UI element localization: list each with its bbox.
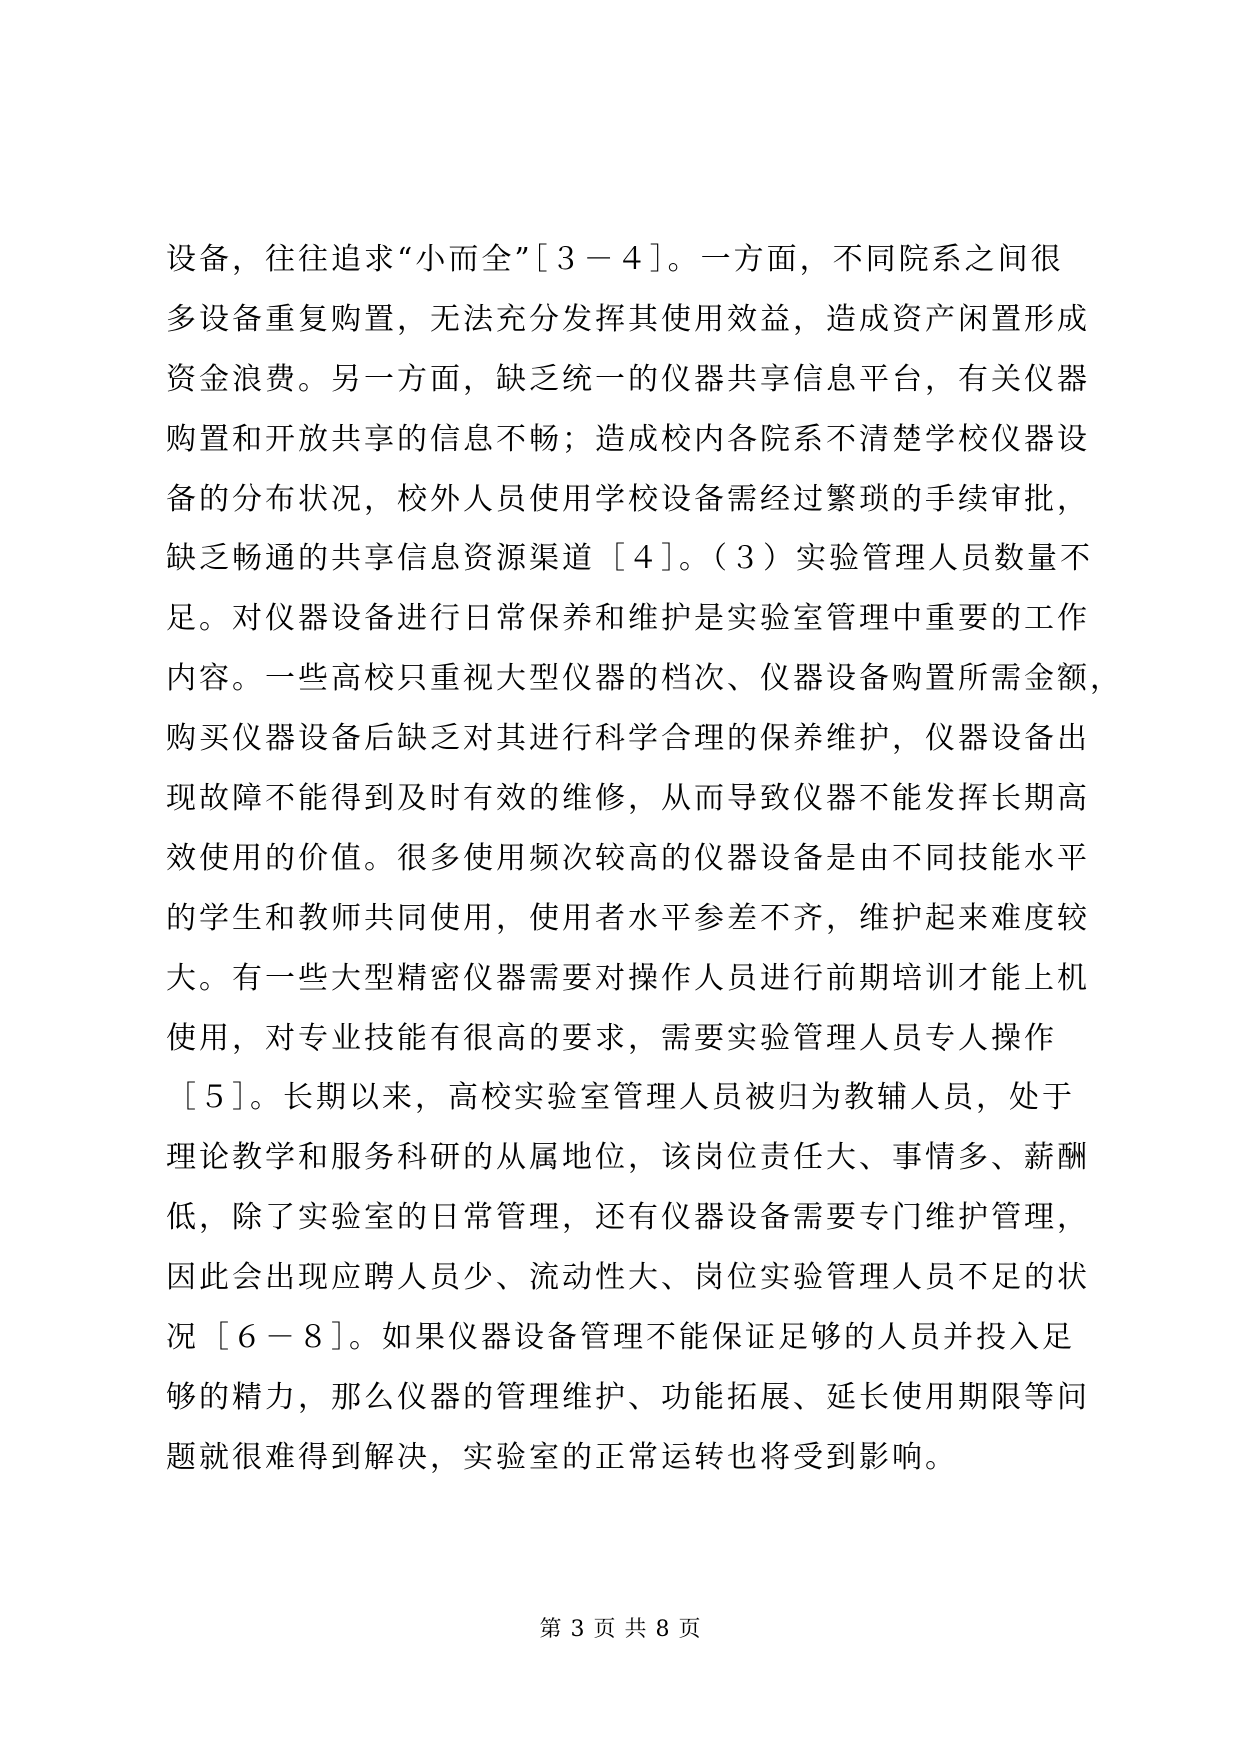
text-line: 题就很难得到解决，实验室的正常运转也将受到影响。 [166,1439,958,1475]
text-line: 资金浪费。另一方面，缺乏统一的仪器共享信息平台，有关仪器 [166,361,1090,397]
text-line: 购置和开放共享的信息不畅；造成校内各院系不清楚学校仪器设 [166,421,1090,457]
text-line: 现故障不能得到及时有效的维修，从而导致仪器不能发挥长期高 [166,781,1090,817]
text-line: 设备，往往追求“小而全”［３－４］。一方面，不同院系之间很 [166,242,1064,277]
text-line: 内容。一些高校只重视大型仪器的档次、仪器设备购置所需金额， [166,661,1123,697]
text-line: 缺乏畅通的共享信息资源渠道［４］。（３）实验管理人员数量不 [166,541,1093,577]
text-line: 效使用的价值。很多使用频次较高的仪器设备是由不同技能水平 [166,840,1090,876]
text-line: 备的分布状况，校外人员使用学校设备需经过繁琐的手续审批， [166,481,1090,517]
text-line: 足。对仪器设备进行日常保养和维护是实验室管理中重要的工作 [166,601,1090,637]
body-paragraph [166,230,1123,1488]
text-line: 大。有一些大型精密仪器需要对操作人员进行前期培训才能上机 [166,960,1090,996]
text-line: 因此会出现应聘人员少、流动性大、岗位实验管理人员不足的状 [166,1260,1090,1296]
text-line: 购买仪器设备后缺乏对其进行科学合理的保养维护，仪器设备出 [166,721,1090,757]
text-line: 使用，对专业技能有很高的要求，需要实验管理人员专人操作 [166,1020,1057,1056]
text-line: 的学生和教师共同使用，使用者水平参差不齐，维护起来难度较 [166,900,1090,936]
text-line: 够的精力，那么仪器的管理维护、功能拓展、延长使用期限等问 [166,1379,1090,1415]
text-line: 多设备重复购置，无法充分发挥其使用效益，造成资产闲置形成 [166,301,1090,337]
text-line: 低，除了实验室的日常管理，还有仪器设备需要专门维护管理， [166,1200,1090,1236]
text-line: 理论教学和服务科研的从属地位，该岗位责任大、事情多、薪酬 [166,1140,1090,1176]
page-number-footer: 第 3 页 共 8 页 [539,1617,702,1642]
text-line: ［５］。长期以来，高校实验室管理人员被归为教辅人员，处于 [166,1080,1075,1116]
text-line: 况［６－８］。如果仪器设备管理不能保证足够的人员并投入足 [166,1320,1075,1356]
